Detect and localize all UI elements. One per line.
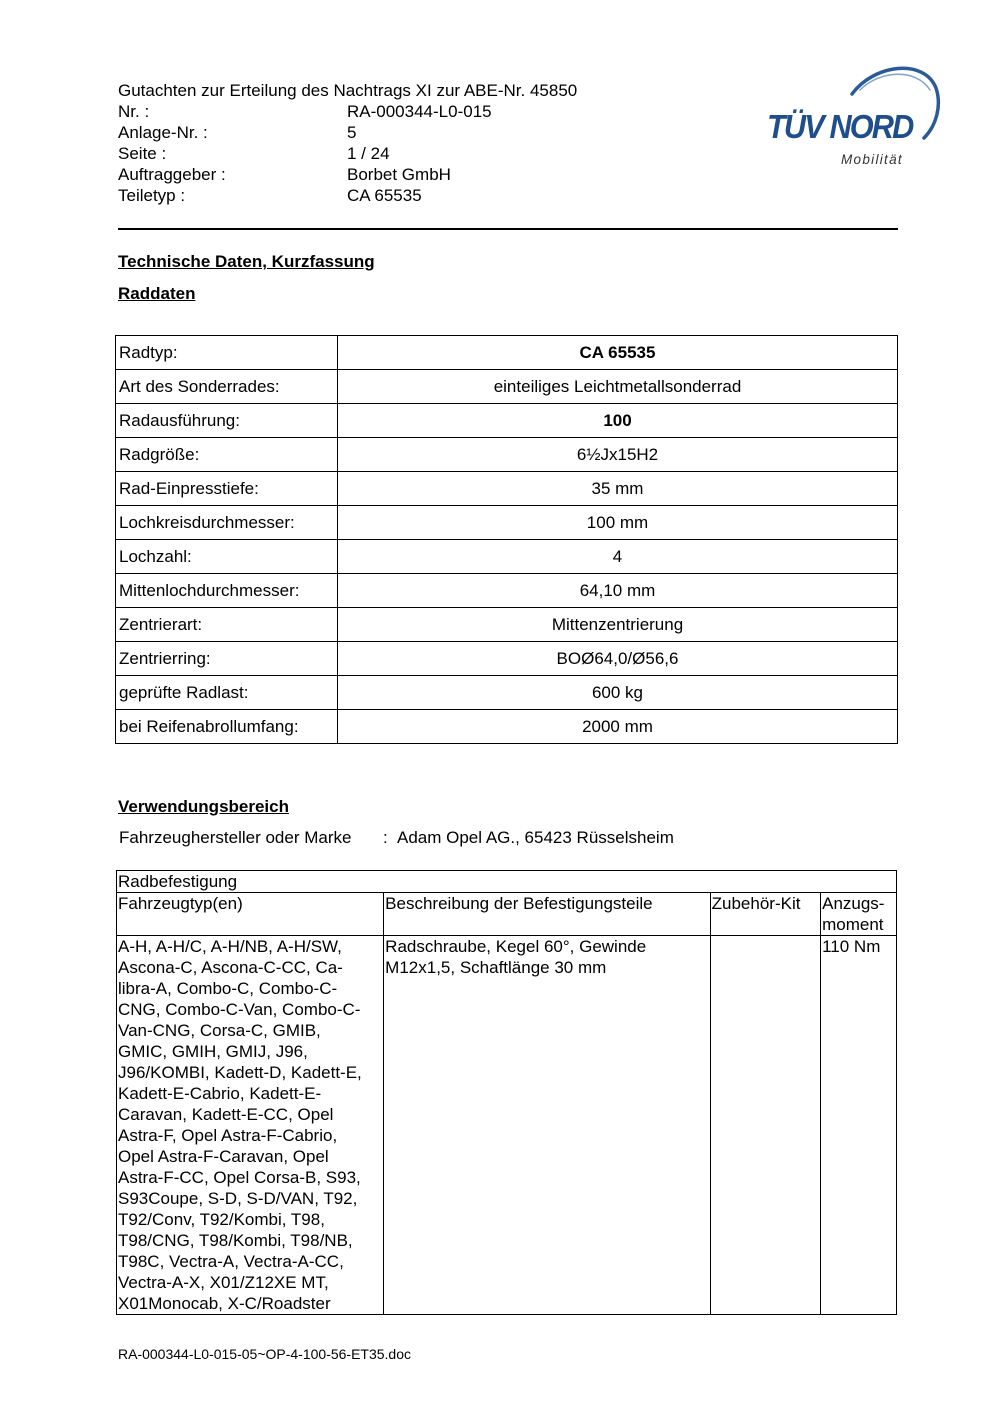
header-value: Borbet GmbH: [347, 165, 451, 184]
fahrzeugtyp-line: Kadett-E-Cabrio, Kadett-E-: [118, 1084, 322, 1103]
table-row: [116, 370, 898, 404]
beschreibung-line: Radschraube, Kegel 60°, Gewinde: [385, 937, 647, 956]
header-divider: [118, 228, 898, 230]
raddaten-value: 100 mm: [338, 506, 898, 540]
manufacturer-line: [119, 828, 674, 848]
header-label: Teiletyp :: [118, 186, 186, 205]
table-row: [116, 642, 898, 676]
radbefestigung-caption: Radbefestigung: [117, 871, 897, 893]
raddaten-label: geprüfte Radlast:: [116, 676, 338, 710]
raddaten-value: 6½Jx15H2: [338, 438, 898, 472]
header-anzug-line: moment: [822, 915, 884, 934]
radbefestigung-table: [116, 870, 897, 1315]
anzugsmoment-cell: 110 Nm: [821, 936, 897, 1315]
header-value: RA-000344-L0-015: [347, 102, 492, 121]
table-row: [117, 936, 897, 1315]
table-row: [116, 438, 898, 472]
header-label: Nr. :: [118, 102, 150, 121]
table-row: [116, 710, 898, 744]
manufacturer-colon: :: [383, 828, 388, 847]
fahrzeugtyp-line: S93Coupe, S-D, S-D/VAN, T92,: [118, 1189, 358, 1208]
fahrzeugtyp-line: Caravan, Kadett-E-CC, Opel: [118, 1105, 334, 1124]
header-beschreibung: Beschreibung der Befestigungsteile: [384, 893, 710, 936]
header-anzugsmoment: [821, 893, 897, 936]
header-label: Anlage-Nr. :: [118, 123, 208, 142]
manufacturer-label: Fahrzeughersteller oder Marke: [119, 828, 352, 847]
raddaten-label: Radtyp:: [116, 336, 338, 370]
header-row-seite: [118, 143, 678, 164]
fahrzeugtyp-line: Ascona-C, Ascona-C-CC, Ca-: [118, 958, 343, 977]
header-anzug-line: Anzugs-: [822, 894, 885, 913]
header-row-nr: [118, 101, 678, 122]
raddaten-label: Rad-Einpresstiefe:: [116, 472, 338, 506]
table-row: [116, 540, 898, 574]
header-label: Seite :: [118, 144, 167, 163]
fahrzeugtyp-line: T98C, Vectra-A, Vectra-A-CC,: [118, 1252, 344, 1271]
fahrzeugtyp-line: Vectra-A-X, X01/Z12XE MT,: [118, 1273, 329, 1292]
section-title-raddaten: Raddaten: [118, 284, 196, 303]
beschreibung-line: M12x1,5, Schaftlänge 30 mm: [385, 958, 607, 977]
fahrzeugtyp-line: X01Monocab, X-C/Roadster: [118, 1294, 331, 1313]
beschreibung-cell: [384, 936, 710, 1315]
header-value: 5: [347, 123, 357, 142]
header-row-teiletyp: [118, 185, 678, 206]
raddaten-label: Zentrierring:: [116, 642, 338, 676]
raddaten-label: Lochzahl:: [116, 540, 338, 574]
zubehoer-cell: [710, 936, 820, 1315]
fahrzeugtyp-cell: [117, 936, 384, 1315]
header-fahrzeugtyp: Fahrzeugtyp(en): [117, 893, 384, 936]
raddaten-label: bei Reifenabrollumfang:: [116, 710, 338, 744]
fahrzeugtyp-line: CNG, Combo-C-Van, Combo-C-: [118, 1000, 361, 1019]
raddaten-value: einteiliges Leichtmetallsonderrad: [338, 370, 898, 404]
section-title-technische-daten: Technische Daten, Kurzfassung: [118, 252, 375, 271]
fahrzeugtyp-line: Van-CNG, Corsa-C, GMIB,: [118, 1021, 321, 1040]
tuev-nord-logo: [764, 60, 944, 172]
raddaten-value: 100: [338, 404, 898, 438]
header-label: Auftraggeber :: [118, 165, 226, 184]
raddaten-value: BOØ64,0/Ø56,6: [338, 642, 898, 676]
fahrzeugtyp-line: GMIC, GMIH, GMIJ, J96,: [118, 1042, 308, 1061]
raddaten-label: Zentrierart:: [116, 608, 338, 642]
fahrzeugtyp-line: T98/CNG, T98/Kombi, T98/NB,: [118, 1231, 353, 1250]
raddaten-value: 35 mm: [338, 472, 898, 506]
raddaten-label: Mittenlochdurchmesser:: [116, 574, 338, 608]
table-row: [116, 336, 898, 370]
fahrzeugtyp-line: Astra-F, Opel Astra-F-Cabrio,: [118, 1126, 338, 1145]
raddaten-value: 4: [338, 540, 898, 574]
raddaten-value: Mittenzentrierung: [338, 608, 898, 642]
gutachten-title: Gutachten zur Erteilung des Nachtrags XI zur ABE-Nr. 45850: [118, 81, 578, 100]
fahrzeugtyp-line: A-H, A-H/C, A-H/NB, A-H/SW,: [118, 937, 342, 956]
logo-brand-text: TÜV NORD: [767, 108, 913, 145]
logo-subtitle: Mobilität: [841, 152, 903, 167]
table-row: [116, 472, 898, 506]
header-zubehoer-kit: Zubehör-Kit: [710, 893, 820, 936]
document-header: [118, 80, 678, 206]
fahrzeugtyp-line: libra-A, Combo-C, Combo-C-: [118, 979, 338, 998]
table-caption-row: [117, 871, 897, 893]
header-value: CA 65535: [347, 186, 422, 205]
header-row-auftraggeber: [118, 164, 678, 185]
raddaten-label: Radausführung:: [116, 404, 338, 438]
header-value: 1 / 24: [347, 144, 390, 163]
raddaten-label: Radgröße:: [116, 438, 338, 472]
table-row: [116, 506, 898, 540]
header-row-anlage: [118, 122, 678, 143]
fahrzeugtyp-line: J96/KOMBI, Kadett-D, Kadett-E,: [118, 1063, 362, 1082]
raddaten-label: Art des Sonderrades:: [116, 370, 338, 404]
table-row: [116, 574, 898, 608]
raddaten-value: 600 kg: [338, 676, 898, 710]
table-header-row: [117, 893, 897, 936]
table-row: [116, 676, 898, 710]
table-row: [116, 404, 898, 438]
footer-filename: RA-000344-L0-015-05~OP-4-100-56-ET35.doc: [118, 1346, 412, 1362]
raddaten-value: 64,10 mm: [338, 574, 898, 608]
raddaten-table: [115, 335, 898, 744]
raddaten-value: CA 65535: [338, 336, 898, 370]
fahrzeugtyp-line: T92/Conv, T92/Kombi, T98,: [118, 1210, 325, 1229]
manufacturer-value: Adam Opel AG., 65423 Rüsselsheim: [397, 828, 674, 847]
table-row: [116, 608, 898, 642]
raddaten-label: Lochkreisdurchmesser:: [116, 506, 338, 540]
fahrzeugtyp-line: Astra-F-CC, Opel Corsa-B, S93,: [118, 1168, 361, 1187]
fahrzeugtyp-line: Opel Astra-F-Caravan, Opel: [118, 1147, 329, 1166]
section-title-verwendungsbereich: Verwendungsbereich: [118, 797, 289, 816]
raddaten-value: 2000 mm: [338, 710, 898, 744]
